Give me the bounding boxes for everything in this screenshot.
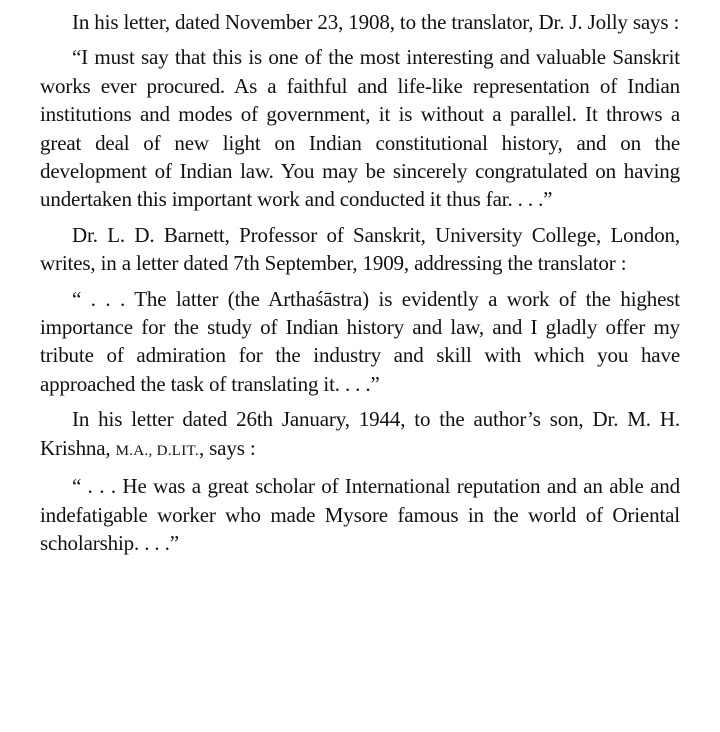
document-page	[40, 8, 680, 557]
paragraph-krishna-intro	[40, 405, 680, 465]
paragraph-jolly-intro: In his letter, dated November 23, 1908, to the translator, Dr. J. Jolly says :	[72, 10, 680, 34]
quote-jolly: “I must say that this is one of the most interesting and valuable Sanskrit works ever procured. As a faithful and life-like representation of Indian institutions and modes of government, it is without a parallel. It throws a great deal of new light on Indian constitutional history, and on the development of Indian law. You may be sincerely congratulated on having undertaken this important work and conducted it thus far. . . .”	[40, 45, 680, 212]
paragraph-barnett-intro: Dr. L. D. Barnett, Professor of Sanskrit, University College, London, writes, in a letter dated 7th September, 1909, addressing the translator :	[40, 222, 680, 276]
quote-krishna: “ . . . He was a great scholar of International reputation and an able and indefatigable worker who made Mysore famous in the world of Oriental scholarship. . . .”	[40, 474, 680, 555]
krishna-intro-text: In his letter dated 26th January, 1944, to the author’s son, Dr. M. H. Krishna,	[40, 407, 680, 460]
krishna-degrees: M.A., D.LIT.	[115, 442, 199, 459]
krishna-intro-tail: , says :	[198, 435, 256, 460]
quote-barnett: “ . . . The latter (the Arthaśāstra) is evidently a work of the highest importance for the study of Indian history and law, and I gladly offer my tribute of admiration for the industry and skill with which you have approached the task of translating it. . . .”	[40, 286, 680, 396]
